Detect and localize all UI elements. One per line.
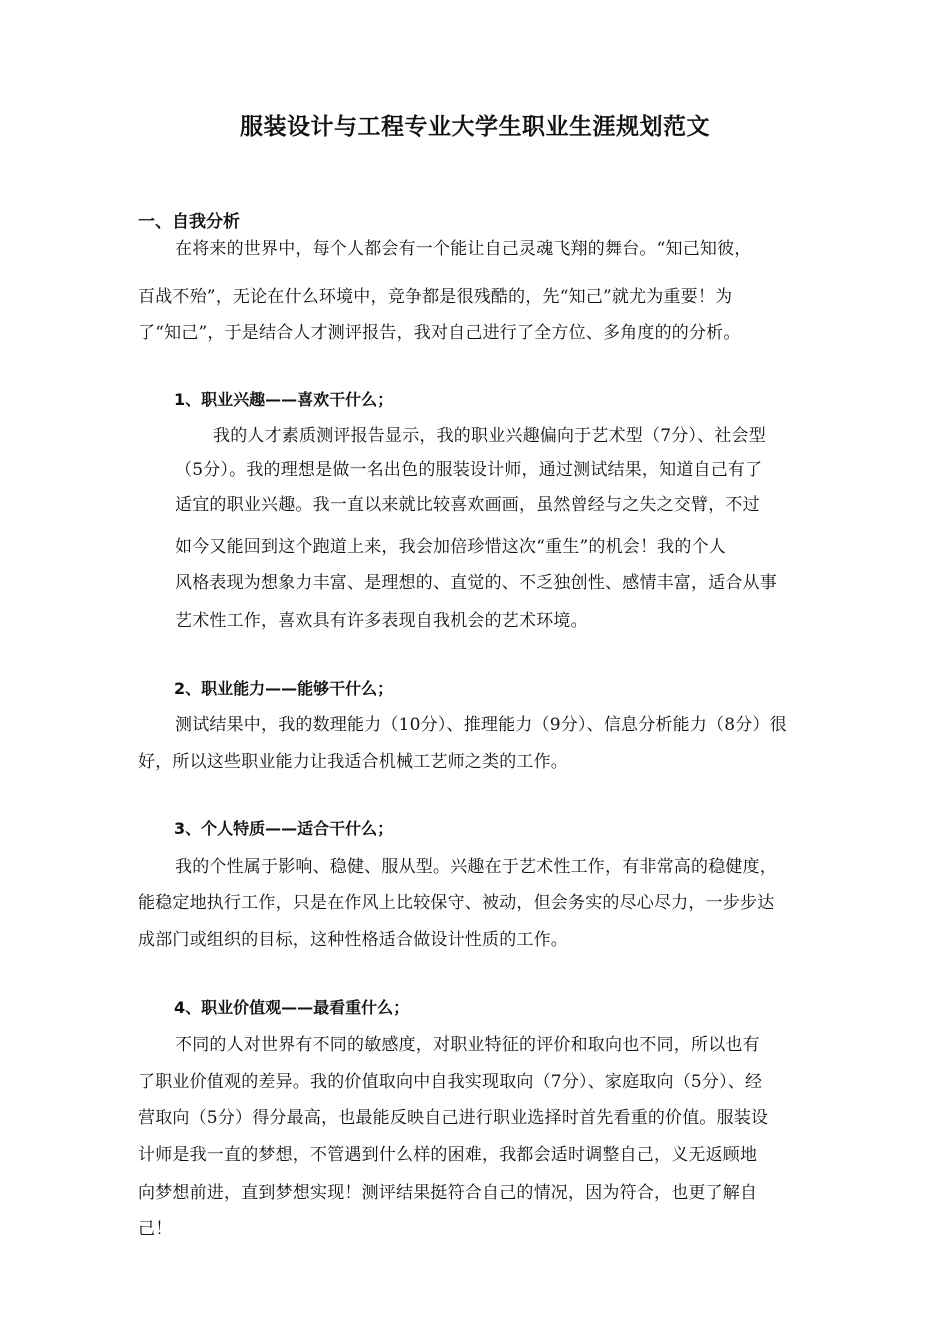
document-title: 服装设计与工程专业大学生职业生涯规划范文: [240, 114, 710, 140]
subsection-heading-ability: 2、职业能力——能够干什么；: [174, 679, 394, 698]
paragraph-line: 好，所以这些职业能力让我适合机械工艺师之类的工作。: [138, 752, 568, 772]
paragraph-line: 艺术性工作，喜欢具有许多表现自我机会的艺术环境。: [175, 611, 588, 631]
paragraph-line: 适宜的职业兴趣。我一直以来就比较喜欢画画，虽然曾经与之失之交臂，不过: [175, 495, 760, 515]
paragraph-line: 了职业价值观的差异。我的价值取向中自我实现取向（7分）、家庭取向（5分）、经: [138, 1072, 763, 1092]
paragraph-line: 风格表现为想象力丰富、是理想的、直觉的、不乏独创性、感情丰富，适合从事: [175, 573, 777, 593]
paragraph-line: 测试结果中，我的数理能力（10分）、推理能力（9分）、信息分析能力（8分）很: [175, 715, 787, 735]
paragraph-line: 己！: [138, 1219, 173, 1239]
paragraph-line: 在将来的世界中，每个人都会有一个能让自己灵魂飞翔的舞台。“知己知彼，: [175, 239, 752, 259]
subsection-heading-interest: 1、职业兴趣——喜欢干什么；: [174, 390, 394, 409]
paragraph-line: 百战不殆”，无论在什么环境中，竞争都是很残酷的，先“知己”就尤为重要！为: [138, 287, 733, 307]
paragraph-line: 成部门或组织的目标，这种性格适合做设计性质的工作。: [138, 930, 568, 950]
paragraph-line: 了“知己”，于是结合人才测评报告，我对自己进行了全方位、多角度的的分析。: [138, 323, 741, 343]
paragraph-line: （5分）。我的理想是做一名出色的服装设计师，通过测试结果，知道自己有了: [175, 460, 763, 480]
subsection-heading-values: 4、职业价值观——最看重什么；: [174, 998, 410, 1017]
paragraph-line: 能稳定地执行工作，只是在作风上比较保守、被动，但会务实的尽心尽力，一步步达: [138, 893, 775, 913]
paragraph-line: 营取向（5分）得分最高，也最能反映自己进行职业选择时首先看重的价值。服装设: [138, 1108, 769, 1128]
paragraph-line: 向梦想前进，直到梦想实现！测评结果挺符合自己的情况，因为符合，也更了解自: [138, 1183, 758, 1203]
paragraph-line: 如今又能回到这个跑道上来，我会加倍珍惜这次“重生”的机会！我的个人: [175, 537, 726, 557]
section-heading-self-analysis: 一、自我分析: [138, 212, 240, 232]
paragraph-line: 不同的人对世界有不同的敏感度，对职业特征的评价和取向也不同，所以也有: [175, 1035, 760, 1055]
paragraph-line: 计师是我一直的梦想，不管遇到什么样的困难，我都会适时调整自己，义无返顾地: [138, 1145, 758, 1165]
subsection-heading-traits: 3、个人特质——适合干什么；: [174, 819, 394, 838]
paragraph-line: 我的个性属于影响、稳健、服从型。兴趣在于艺术性工作，有非常高的稳健度，: [175, 857, 777, 877]
paragraph-line: 我的人才素质测评报告显示，我的职业兴趣偏向于艺术型（7分）、社会型: [213, 426, 766, 446]
